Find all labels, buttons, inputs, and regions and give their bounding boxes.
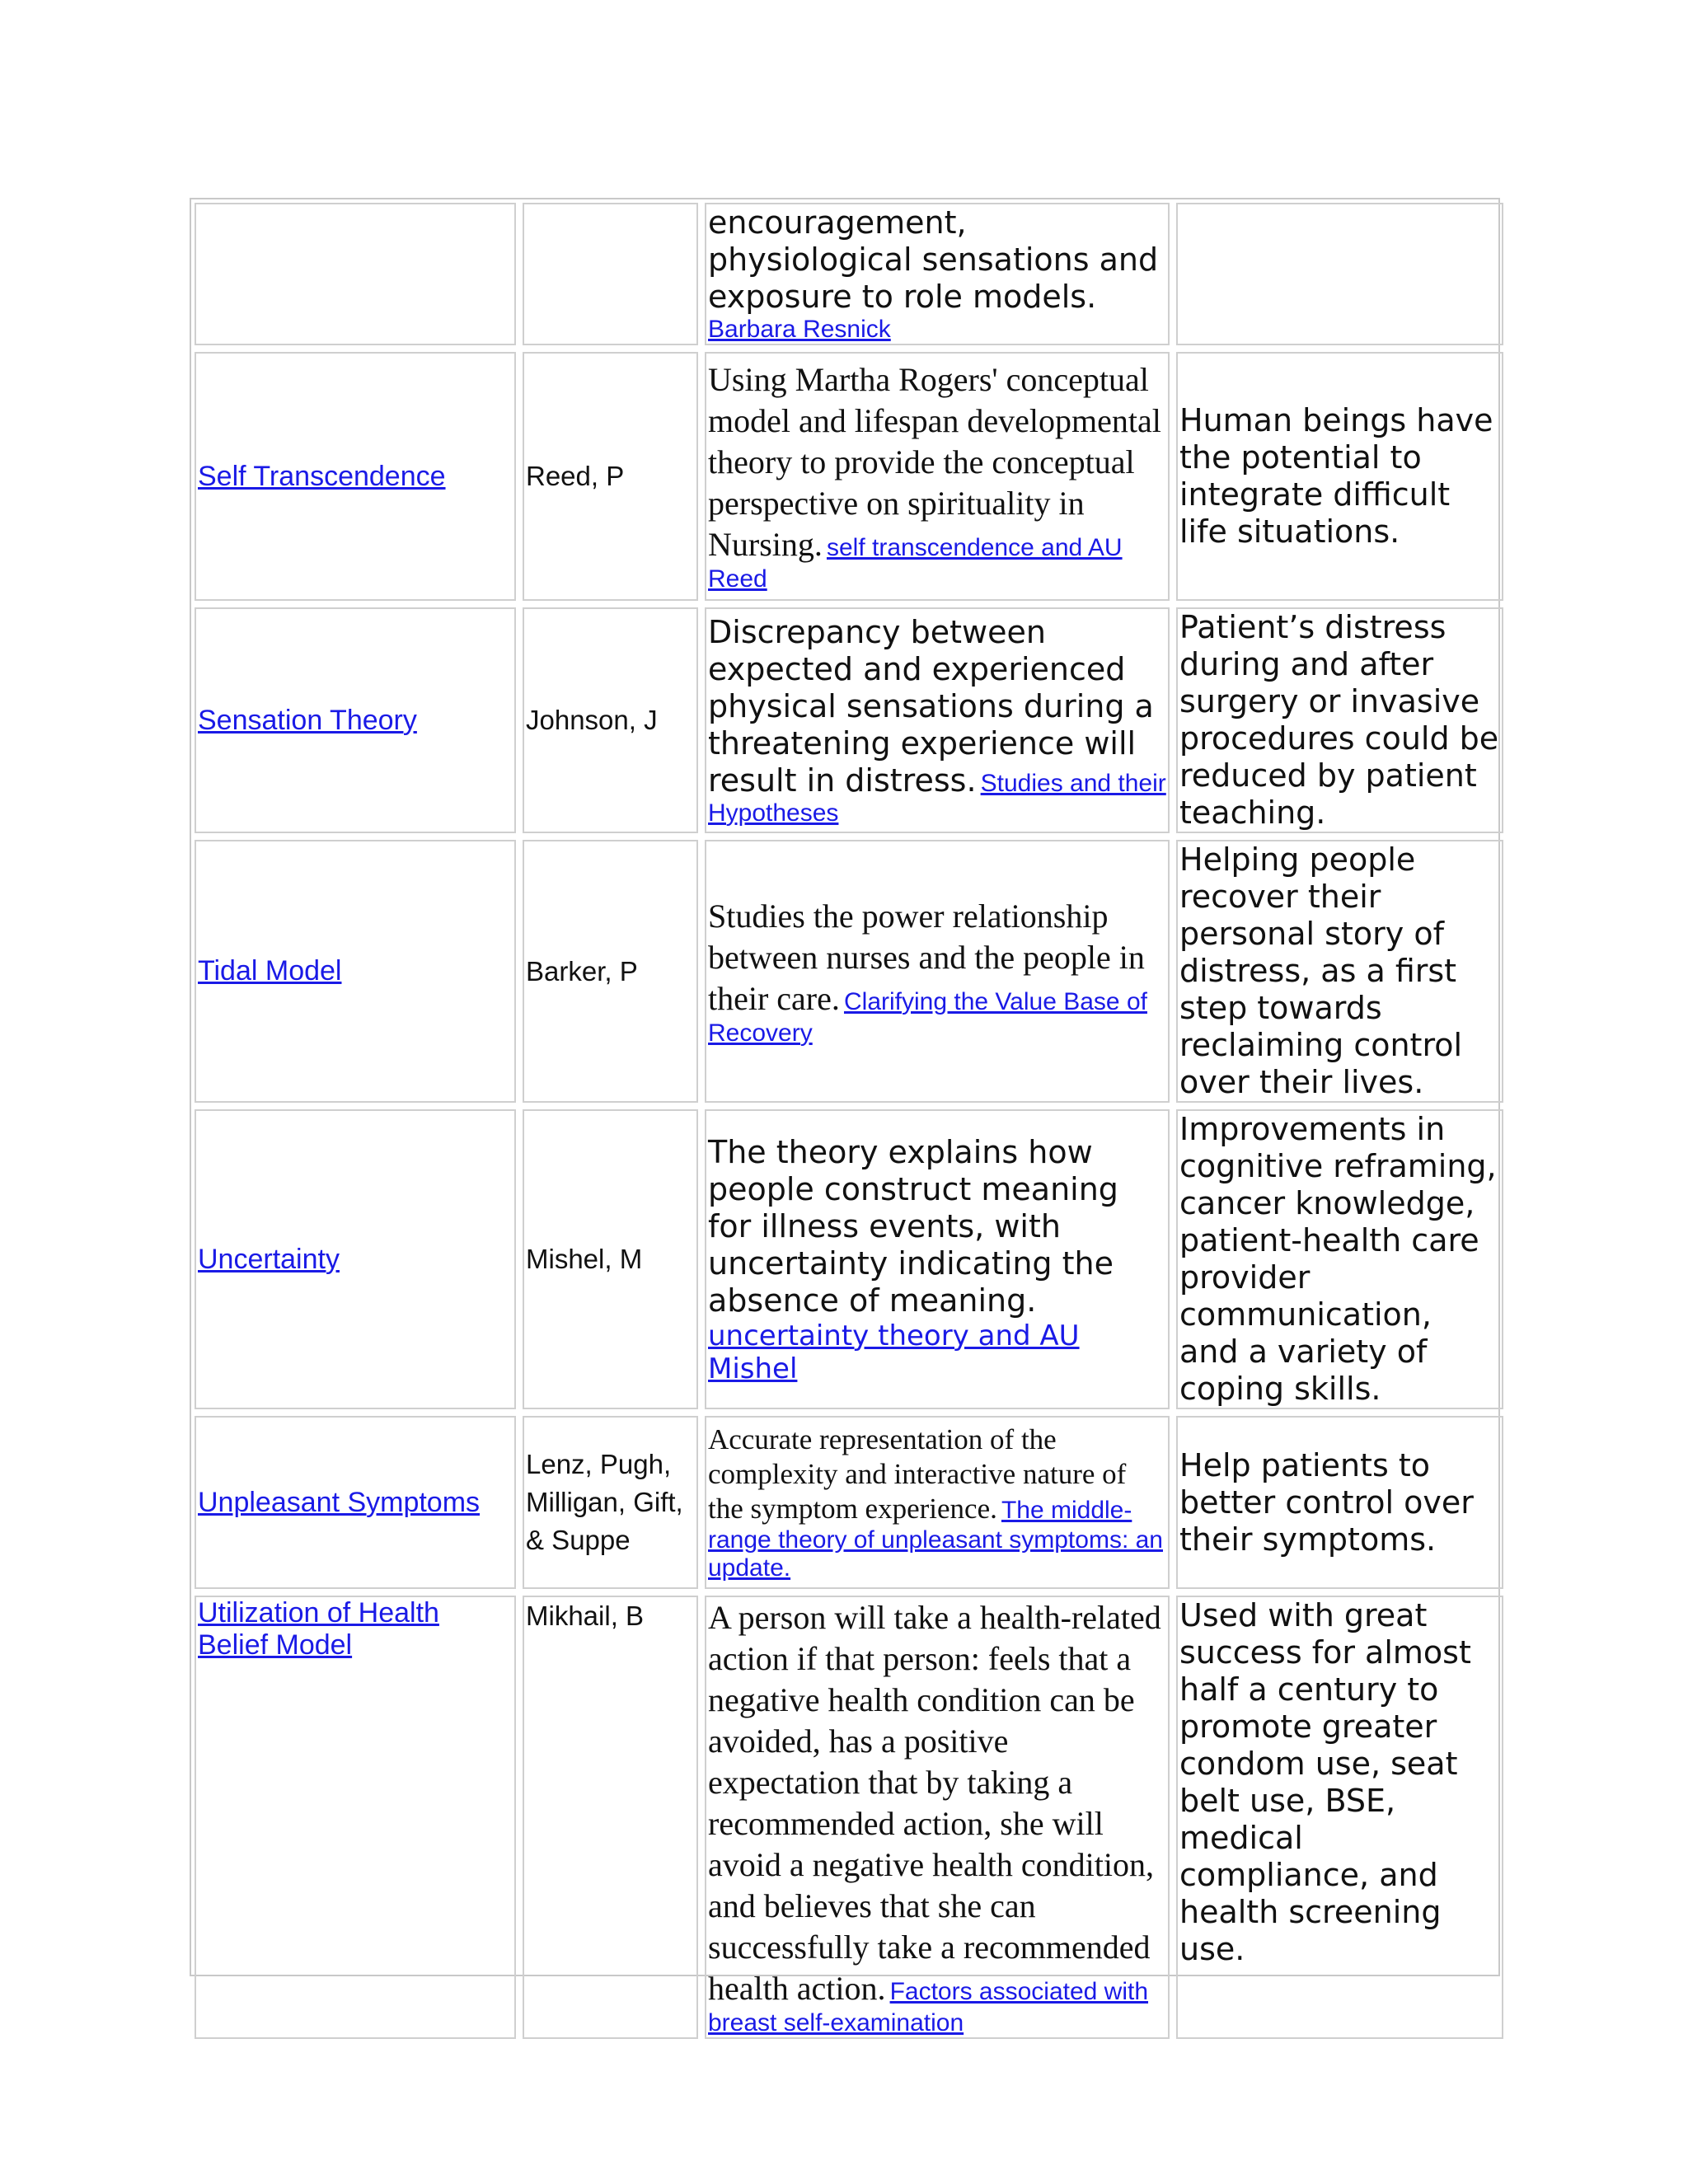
use-cell: Improvements in cognitive reframing, cancer knowledge, patient-health care provider communication, and a variety of coping skills.	[1176, 1109, 1503, 1409]
description-cell	[705, 1596, 1170, 2039]
theory-cell	[195, 1596, 516, 2039]
table-row	[195, 203, 1503, 345]
use-cell: Patient’s distress during and after surgery or invasive procedures could be reduced by patient teaching.	[1176, 607, 1503, 833]
author-cell: Mishel, M	[523, 1109, 698, 1409]
description-cell	[705, 203, 1170, 345]
table-row	[195, 607, 1503, 833]
use-cell: Help patients to better control over their symptoms.	[1176, 1416, 1503, 1589]
theory-table	[188, 203, 1510, 2039]
theory-cell	[195, 352, 516, 601]
theory-link[interactable]: Utilization of Health Belief Model	[198, 1597, 439, 1661]
author-cell: Lenz, Pugh, Milligan, Gift, & Suppe	[523, 1416, 698, 1589]
theory-cell	[195, 203, 516, 345]
table-row	[195, 1109, 1503, 1409]
use-cell	[1176, 203, 1503, 345]
citation-link[interactable]: Factors associated with breast self-examination	[708, 1978, 1149, 2036]
description-text: Using Martha Rogers' conceptual model and lifespan developmental theory to provide the conceptual perspective on spirituality in Nursing.	[708, 361, 1161, 563]
theory-cell	[195, 607, 516, 833]
description-cell	[705, 840, 1170, 1103]
description-text: Discrepancy between expected and experienced physical sensations during a threatening experience will result in distress.	[708, 613, 1154, 799]
theory-cell	[195, 1416, 516, 1589]
table-row	[195, 1596, 1503, 2039]
author-cell	[523, 203, 698, 345]
use-cell: Human beings have the potential to integrate difficult life situations.	[1176, 352, 1503, 601]
citation-link[interactable]: Barbara Resnick	[708, 316, 891, 343]
author-cell: Johnson, J	[523, 607, 698, 833]
table-row	[195, 840, 1503, 1103]
theory-link[interactable]: Unpleasant Symptoms	[198, 1486, 481, 1518]
author-cell: Mikhail, B	[523, 1596, 698, 2039]
description-cell	[705, 1416, 1170, 1589]
citation-link[interactable]: Studies and their Hypotheses	[708, 769, 1166, 827]
theory-link[interactable]: Self Transcendence	[198, 460, 446, 492]
use-cell: Used with great success for almost half a century to promote greater condom use, seat belt use, BSE, medical compliance, and health screening use.	[1176, 1596, 1503, 2039]
theory-link[interactable]: Uncertainty	[198, 1243, 340, 1275]
description-text: Studies the power relationship between nurses and the people in their care.	[708, 897, 1145, 1017]
use-cell: Helping people recover their personal story of distress, as a first step towards reclaiming control over their lives.	[1176, 840, 1503, 1103]
description-cell	[705, 607, 1170, 833]
citation-link[interactable]: The middle-range theory of unpleasant symptoms: an update.	[708, 1497, 1163, 1582]
description-cell	[705, 1109, 1170, 1409]
citation-link[interactable]: Clarifying the Value Base of Recovery	[708, 987, 1147, 1047]
description-text: Accurate representation of the complexity and interactive nature of the symptom experience.	[708, 1423, 1127, 1525]
theory-link[interactable]: Sensation Theory	[198, 704, 417, 736]
table-row	[195, 1416, 1503, 1589]
table-row	[195, 352, 1503, 601]
description-text: A person will take a health-related action if that person: feels that a negative health condition can be avoided, has a positive expectation that by taking a recommended action, she will avoid a negative health condition, and believes that she can successfully take a recommended health action.	[708, 1599, 1161, 2007]
theory-cell	[195, 1109, 516, 1409]
description-text: encouragement, physiological sensations and exposure to role models.	[708, 204, 1159, 315]
citation-link[interactable]: self transcendence and AU Reed	[708, 534, 1123, 593]
theory-link[interactable]: Tidal Model	[198, 955, 342, 987]
citation-link[interactable]: uncertainty theory and AU Mishel	[708, 1319, 1080, 1385]
description-cell	[705, 352, 1170, 601]
author-cell: Reed, P	[523, 352, 698, 601]
author-cell: Barker, P	[523, 840, 698, 1103]
theory-cell	[195, 840, 516, 1103]
description-text: The theory explains how people construct meaning for illness events, with uncertainty indicating the absence of meaning.	[708, 1133, 1118, 1319]
